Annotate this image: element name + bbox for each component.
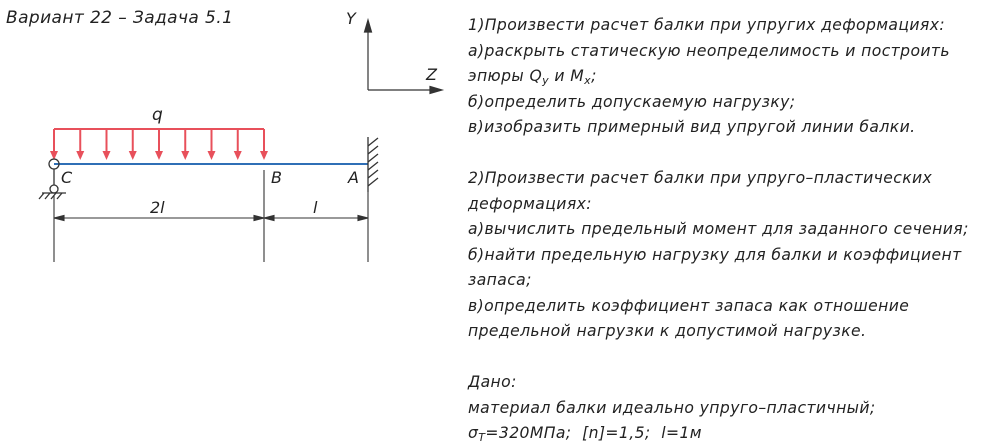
load-arrow-head-icon [155,151,163,160]
load-label: q [152,105,163,125]
sigma-value: =320МПа; [485,424,572,442]
sigma-subscript: T [478,431,486,444]
distributed-load [50,129,268,160]
epure-m-text: и M [549,67,585,85]
dim-arrow-icon [254,216,264,221]
part1-item-c: в)изобразить примерный вид упругой линии балки. [468,118,916,136]
part1-item-a-line1: а)раскрыть статическую неопределимость и построить [468,41,951,60]
part2-heading-line1: 2)Произвести расчет балки при упруго–пластических [468,169,933,187]
m-subscript: x [584,74,592,87]
ground-hatch [39,193,44,199]
epure-q-text: эпюры Q [468,67,543,85]
given-material: материал балки идеально упруго–пластичный; [468,398,876,417]
dim-arrow-icon [358,216,368,221]
dim-arrow-icon [54,216,64,221]
given-heading: Дано: [468,373,517,391]
part1-item-b: б)определить допускаемую нагрузку; [468,92,796,111]
ground-hatch [45,193,50,199]
y-axis-arrow-icon [365,20,372,32]
point-a-label: A [348,168,359,187]
y-axis-label: Y [346,9,356,28]
z-axis-label: Z [426,65,437,84]
load-arrow-head-icon [181,151,189,160]
epure-suffix: ; [591,67,597,85]
pin-bottom-icon [50,185,58,193]
ground-hatch [57,193,62,199]
dimension-lines [54,170,368,262]
given-values [468,421,996,447]
load-arrow-head-icon [76,151,84,160]
wall-hatch [368,162,378,170]
wall-hatch [368,178,378,186]
part2-item-c-line2: предельной нагрузки к допустимой нагрузке. [468,322,867,340]
span-ba-label: l [313,198,318,217]
load-arrow-head-icon [103,151,111,160]
z-axis-arrow-icon [430,87,442,94]
part2-item-b-line1: б)найти предельную нагрузку для балки и коэффициент [468,245,962,264]
task-text [468,13,996,447]
part2-heading-line2: деформациях: [468,194,592,213]
span-cb-label: 2l [150,198,165,217]
sigma-symbol: σ [468,424,479,442]
load-arrow-head-icon [260,151,268,160]
part2-item-c-line1: в)определить коэффициент запаса как отношение [468,296,910,315]
q-subscript: y [542,74,550,87]
load-arrows [50,129,268,160]
dim-arrow-icon [264,216,274,221]
fixed-support-a [368,137,378,192]
task-title: Вариант 22 – Задача 5.1 [6,8,234,28]
beam-diagram [0,0,460,448]
length-value: l=1м [661,424,702,442]
wall-hatch [368,146,378,154]
load-arrow-head-icon [129,151,137,160]
load-arrow-head-icon [208,151,216,160]
part1-heading: 1)Произвести расчет балки при упругих деформациях: [468,16,945,34]
wall-hatch [368,154,378,162]
wall-hatch [368,138,378,146]
part2-item-b-line2: запаса; [468,271,532,289]
point-c-label: C [61,168,73,187]
part2-item-a: а)вычислить предельный момент для заданного сечения; [468,220,969,238]
safety-factor-value: [n]=1,5; [582,424,651,442]
part1-item-a-line2 [468,64,996,90]
wall-hatch [368,170,378,178]
load-arrow-head-icon [234,151,242,160]
point-b-label: B [271,168,282,187]
